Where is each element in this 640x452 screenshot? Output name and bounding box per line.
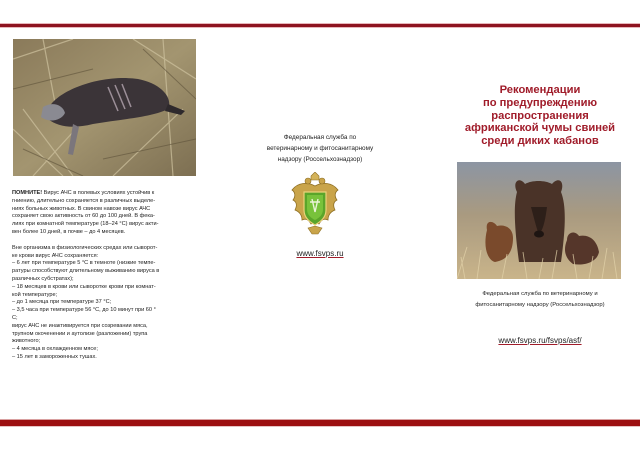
text-line: С;	[12, 314, 18, 321]
title-line: по предупреждению	[482, 96, 598, 109]
text-line: – до 1 месяца при температуре 37 °С;	[12, 299, 112, 306]
text-line: гниению, длительно сохраняется в различных выделе-	[12, 197, 156, 204]
fsvps-website-link[interactable]: www.fsvps.ru	[296, 249, 344, 258]
text-line: лиях при комнатной температуре (18–24 °С) вирус акти-	[12, 221, 159, 228]
text-line: трупном окоченении и аутолизе (разложении) трупа	[12, 330, 148, 337]
remember-label: ПОМНИТЕ!	[12, 190, 43, 196]
text-line: – 4 месяца в охлажденном мясе;	[12, 346, 98, 353]
dead-wild-boar-photo	[13, 39, 196, 176]
text-line: – 3,5 часа при температуре 56 °С, до 10 минут при 60 °	[12, 307, 156, 314]
text-line: – 15 лет в замороженных тушах.	[12, 353, 97, 360]
virus-paragraph-1	[12, 190, 196, 237]
brochure-title	[450, 84, 630, 148]
text-line: ратуры способствуют длительному выживанию вируса в	[12, 268, 160, 275]
title-line: среди диких кабанов	[481, 135, 599, 148]
text-line: различных субстратах);	[12, 275, 74, 282]
text-line: сохраняет свою активность от 60 до 100 дней. В фека-	[12, 213, 155, 220]
agency-line: фитосанитарному надзору (Россельхознадзор)	[475, 301, 605, 308]
text-line: ке крови вирус АЧС сохраняется:	[12, 252, 99, 259]
agency-line: Федеральная служба по ветеринарному и	[482, 291, 598, 297]
text-line: животного;	[12, 338, 41, 345]
bottom-divider	[0, 420, 640, 426]
virus-info-text	[12, 190, 196, 362]
text-line: вен более 10 дней, в почве – до 4 месяцев.	[12, 228, 126, 235]
title-line: африканской чумы свиней	[464, 122, 616, 135]
text-line: – 6 лет при температуре 5 °С в темноте (низкие темпе-	[12, 260, 156, 267]
text-line: Вне организма в физиологических средах или сыворот-	[12, 244, 158, 251]
virus-paragraph-2	[12, 245, 196, 362]
text-line: – 18 месяцев в крови или сыворотке крови при комнат-	[12, 283, 156, 290]
agency-line: Федеральная служба по	[283, 134, 357, 141]
title-line: распространения	[491, 109, 589, 122]
text-line: кой температуре;	[12, 291, 58, 298]
agency-line: ветеринарному и фитосанитарному	[266, 145, 374, 152]
agency-name-footer	[448, 289, 632, 310]
agency-name	[240, 132, 400, 165]
top-divider	[0, 24, 640, 27]
rosselkhoznadzor-emblem-icon	[290, 172, 340, 236]
text-line: Вирус АЧС в полевых условиях устойчив к	[42, 190, 155, 196]
title-line: Рекомендации	[499, 84, 581, 96]
agency-line: надзору (Россельхознадзор)	[277, 156, 363, 163]
wild-boars-photo	[457, 162, 621, 279]
asf-page-link[interactable]: www.fsvps.ru/fsvps/asf/	[498, 336, 582, 345]
text-line: ниях больных животных. В свином навозе вирус АЧС	[12, 205, 151, 212]
text-line: вирус АЧС не инактивируется при созревании мяса,	[12, 322, 148, 329]
